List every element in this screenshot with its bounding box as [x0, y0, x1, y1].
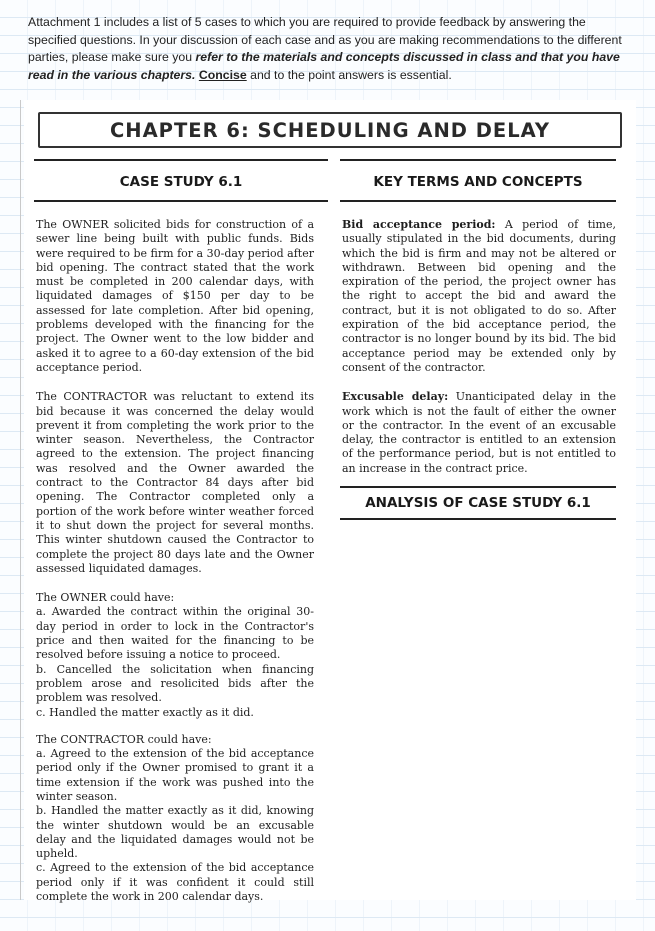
instructions-text: Attachment 1 includes a list of 5 cases to which you are required to provide feedback by answering the specified questions. In your discussion of each case and as you are making recommendations to the different parties, please make sure you — [28, 15, 622, 65]
instructions-concise: Concise — [198, 67, 247, 82]
chapter-title-box — [38, 112, 622, 148]
key-terms-body — [342, 218, 616, 491]
chapter-title: CHAPTER 6: SCHEDULING AND DELAY — [109, 118, 551, 142]
analysis-heading: ANALYSIS OF CASE STUDY 6.1 — [365, 495, 591, 511]
case-paragraph-2: The CONTRACTOR was reluctant to extend its bid because it was concerned the delay would prevent it from completing the work prior to the winter season. Nevertheless, the Contractor agreed to the extension. The project financing was resolved and the Owner awarded the contract to the Contractor 84 days after bid opening. The Contractor completed only a portion of the work before winter weather forced it to shut down the project for several months. This winter shutdown caused the Contractor to complete the project 80 days late and the Owner assessed liquidated damages. — [36, 390, 314, 575]
term-excusable-delay-label: Excusable delay: — [342, 390, 449, 404]
instructions-emphasis: refer to the materials and concepts discussed in class and that you have read in the various chapters. — [28, 50, 620, 82]
owner-options-intro: The OWNER could have: — [36, 591, 175, 605]
term-bid-acceptance-definition: A period of time, usually stipulated in the bid documents, during which the bid is firm and may not be altered or withdrawn. Between bid opening and the expiration of the period, the project owner has the right to accept the bid and award the contract, but it is not obligated to do so. After expiration of the bid acceptance period, the contractor is no longer bound by its bid. The bid acceptance period may be extended only by consent of the contractor. — [342, 218, 616, 374]
term-bid-acceptance — [342, 218, 616, 375]
right-heading-top-rule — [340, 159, 616, 161]
instructions-closing: and to the point answers is essential. — [246, 67, 452, 82]
key-terms-heading: KEY TERMS AND CONCEPTS — [373, 174, 583, 190]
scan-edge-line — [20, 100, 21, 900]
owner-option-c: c. Handled the matter exactly as it did. — [36, 705, 254, 719]
right-heading-bottom-rule — [340, 200, 616, 202]
case-study-body — [36, 218, 314, 904]
assignment-instructions — [28, 14, 628, 84]
analysis-bottom-rule — [340, 518, 616, 520]
left-heading-bottom-rule — [34, 200, 328, 202]
scanned-page — [24, 100, 636, 904]
case-paragraph-1: The OWNER solicited bids for construction of a sewer line being built with public funds. Bids were required to be firm for a 30-day period after bid opening. The contract stated that the work must be completed in 200 calendar days, with liquidated damages of $150 per day to be assessed for late completion. After bid opening, problems developed with the financing for the project. The Owner went to the low bidder and asked it to agree to a 60-day extension of the bid acceptance period. — [36, 218, 314, 374]
contractor-option-a: a. Agreed to the extension of the bid acceptance period only if the Owner promised to grant it a time extension if the work was pushed into the winter season. — [36, 747, 314, 803]
contractor-option-b: b. Handled the matter exactly as it did, knowing the winter shutdown would be an excusable delay and the liquidated damages would not be upheld. — [36, 804, 314, 861]
case-study-heading: CASE STUDY 6.1 — [119, 174, 243, 190]
contractor-options-intro: The CONTRACTOR could have: — [36, 732, 212, 746]
analysis-top-rule — [340, 486, 616, 488]
term-excusable-delay — [342, 390, 616, 476]
term-excusable-delay-definition: Unanticipated delay in the work which is not the fault of either the owner or the contractor. In the event of an excusable delay, the contractor is entitled to an extension of the performance period, but is not entitled to an increase in the contract price. — [342, 390, 616, 475]
owner-option-a: a. Awarded the contract within the original 30-day period in order to lock in the Contractor's price and then waited for the financing to be resolved before issuing a notice to proceed. — [36, 605, 314, 662]
contractor-option-c: c. Agreed to the extension of the bid acceptance period only if it was confident it could still complete the work in 200 calendar days. — [36, 861, 314, 904]
owner-option-b: b. Cancelled the solicitation when financing problem arose and resolicited bids after the problem was resolved. — [36, 662, 314, 705]
term-bid-acceptance-label: Bid acceptance period: — [342, 218, 496, 231]
left-heading-top-rule — [34, 159, 328, 161]
